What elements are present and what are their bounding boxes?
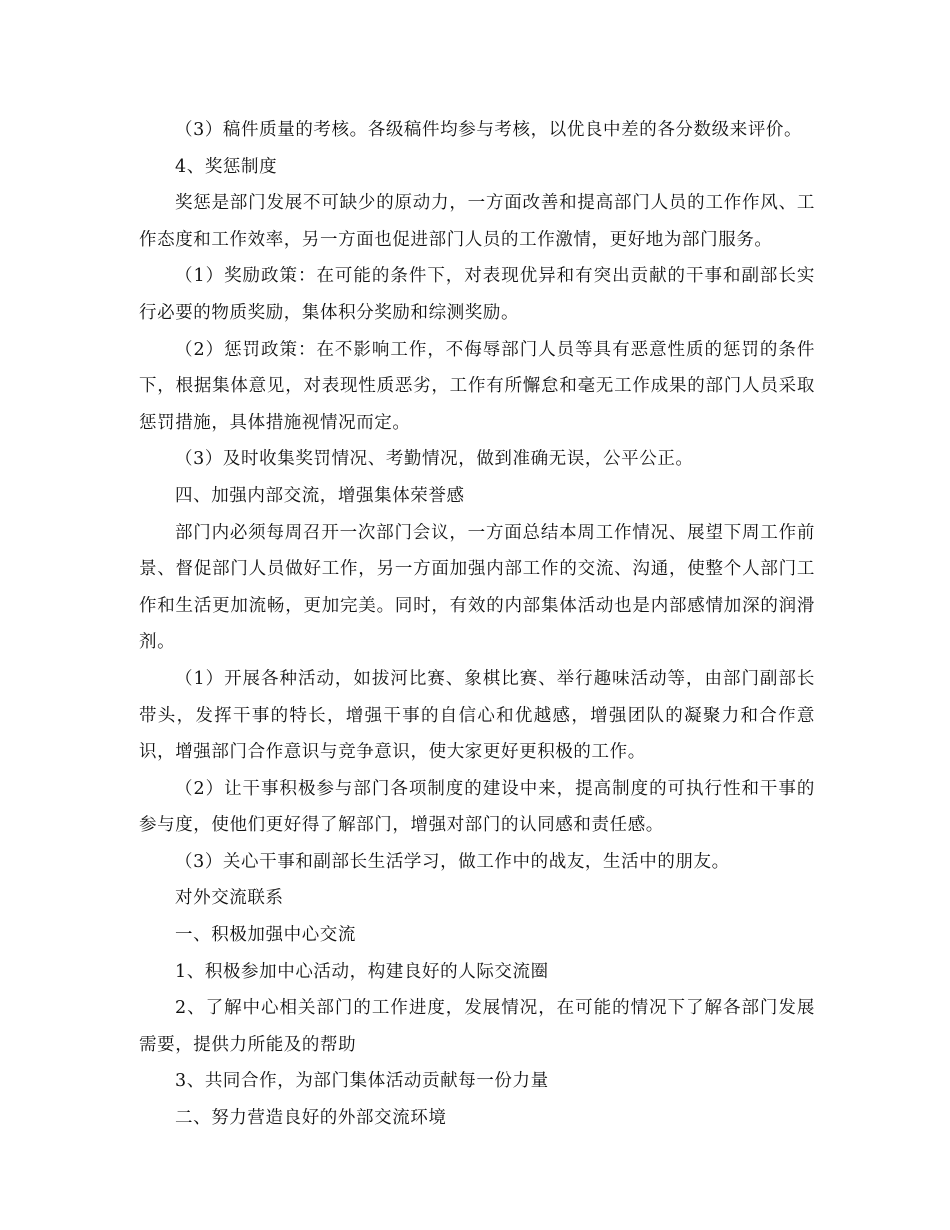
paragraph-participation: （2）让干事积极参与部门各项制度的建设中来，提高制度的可执行性和干事的参与度，使他们更好得了解部门，增强对部门的认同感和责任感。 (139, 778, 815, 836)
paragraph-punishment-policy: （2）惩罚政策：在不影响工作，不侮辱部门人员等具有恶意性质的惩罚的条件下，根据集体意见，对表现性质恶劣，工作有所懈怠和毫无工作成果的部门人员采取惩罚措施，具体措施视情况而定。 (139, 339, 815, 433)
paragraph-attendance: （3）及时收集奖罚情况、考勤情况，做到准确无误，公平公正。 (175, 449, 694, 470)
heading-center-exchange: 一、积极加强中心交流 (175, 925, 356, 946)
paragraph-assessment-3: （3）稿件质量的考核。各级稿件均参与考核，以优良中差的各分数级来评价。 (175, 120, 803, 140)
heading-external-environment: 二、努力营造良好的外部交流环境 (175, 1108, 447, 1129)
paragraph-activities: （1）开展各种活动，如拔河比赛、象棋比赛、举行趣味活动等，由部门副部长带头，发挥干事的特长，增强干事的自信心和优越感，增强团队的凝聚力和合作意识，增强部门合作意识与竞争意识，使大家更好更积极的工作。 (139, 668, 815, 763)
paragraph-reward-policy: （1）奖励政策：在可能的条件下，对表现优异和有突出贡献的干事和副部长实行必要的物质奖励，集体积分奖励和综测奖励。 (139, 266, 815, 323)
paragraph-reward-intro: 奖惩是部门发展不可缺少的原动力，一方面改善和提高部门人员的工作作风、工作态度和工作效率，另一方面也促进部门人员的工作激情，更好地为部门服务。 (139, 193, 815, 250)
list-item-cooperation: 3、共同合作，为部门集体活动贡献每一份力量 (175, 1071, 549, 1092)
heading-internal-exchange: 四、加强内部交流，增强集体荣誉感 (175, 485, 465, 506)
paragraph-weekly-meeting: 部门内必须每周召开一次部门会议，一方面总结本周工作情况、展望下周工作前景、督促部门人员做好工作，另一方面加强内部工作的交流、沟通，使整个人部门工作和生活更加流畅，更加完美。同时，有效的内部集体活动也是内部感情加深的润滑剂。 (139, 522, 815, 653)
heading-reward-punishment: 4、奖惩制度 (175, 156, 278, 177)
paragraph-care: （3）关心干事和副部长生活学习，做工作中的战友，生活中的朋友。 (175, 851, 730, 872)
heading-external-exchange: 对外交流联系 (175, 888, 284, 909)
list-item-center-activities: 1、积极参加中心活动，构建良好的人际交流圈 (175, 961, 549, 982)
list-item-department-progress: 2、了解中心相关部门的工作进度，发展情况，在可能的情况下了解各部门发展需要，提供力所能及的帮助 (139, 998, 815, 1055)
document-body (139, 112, 815, 1137)
